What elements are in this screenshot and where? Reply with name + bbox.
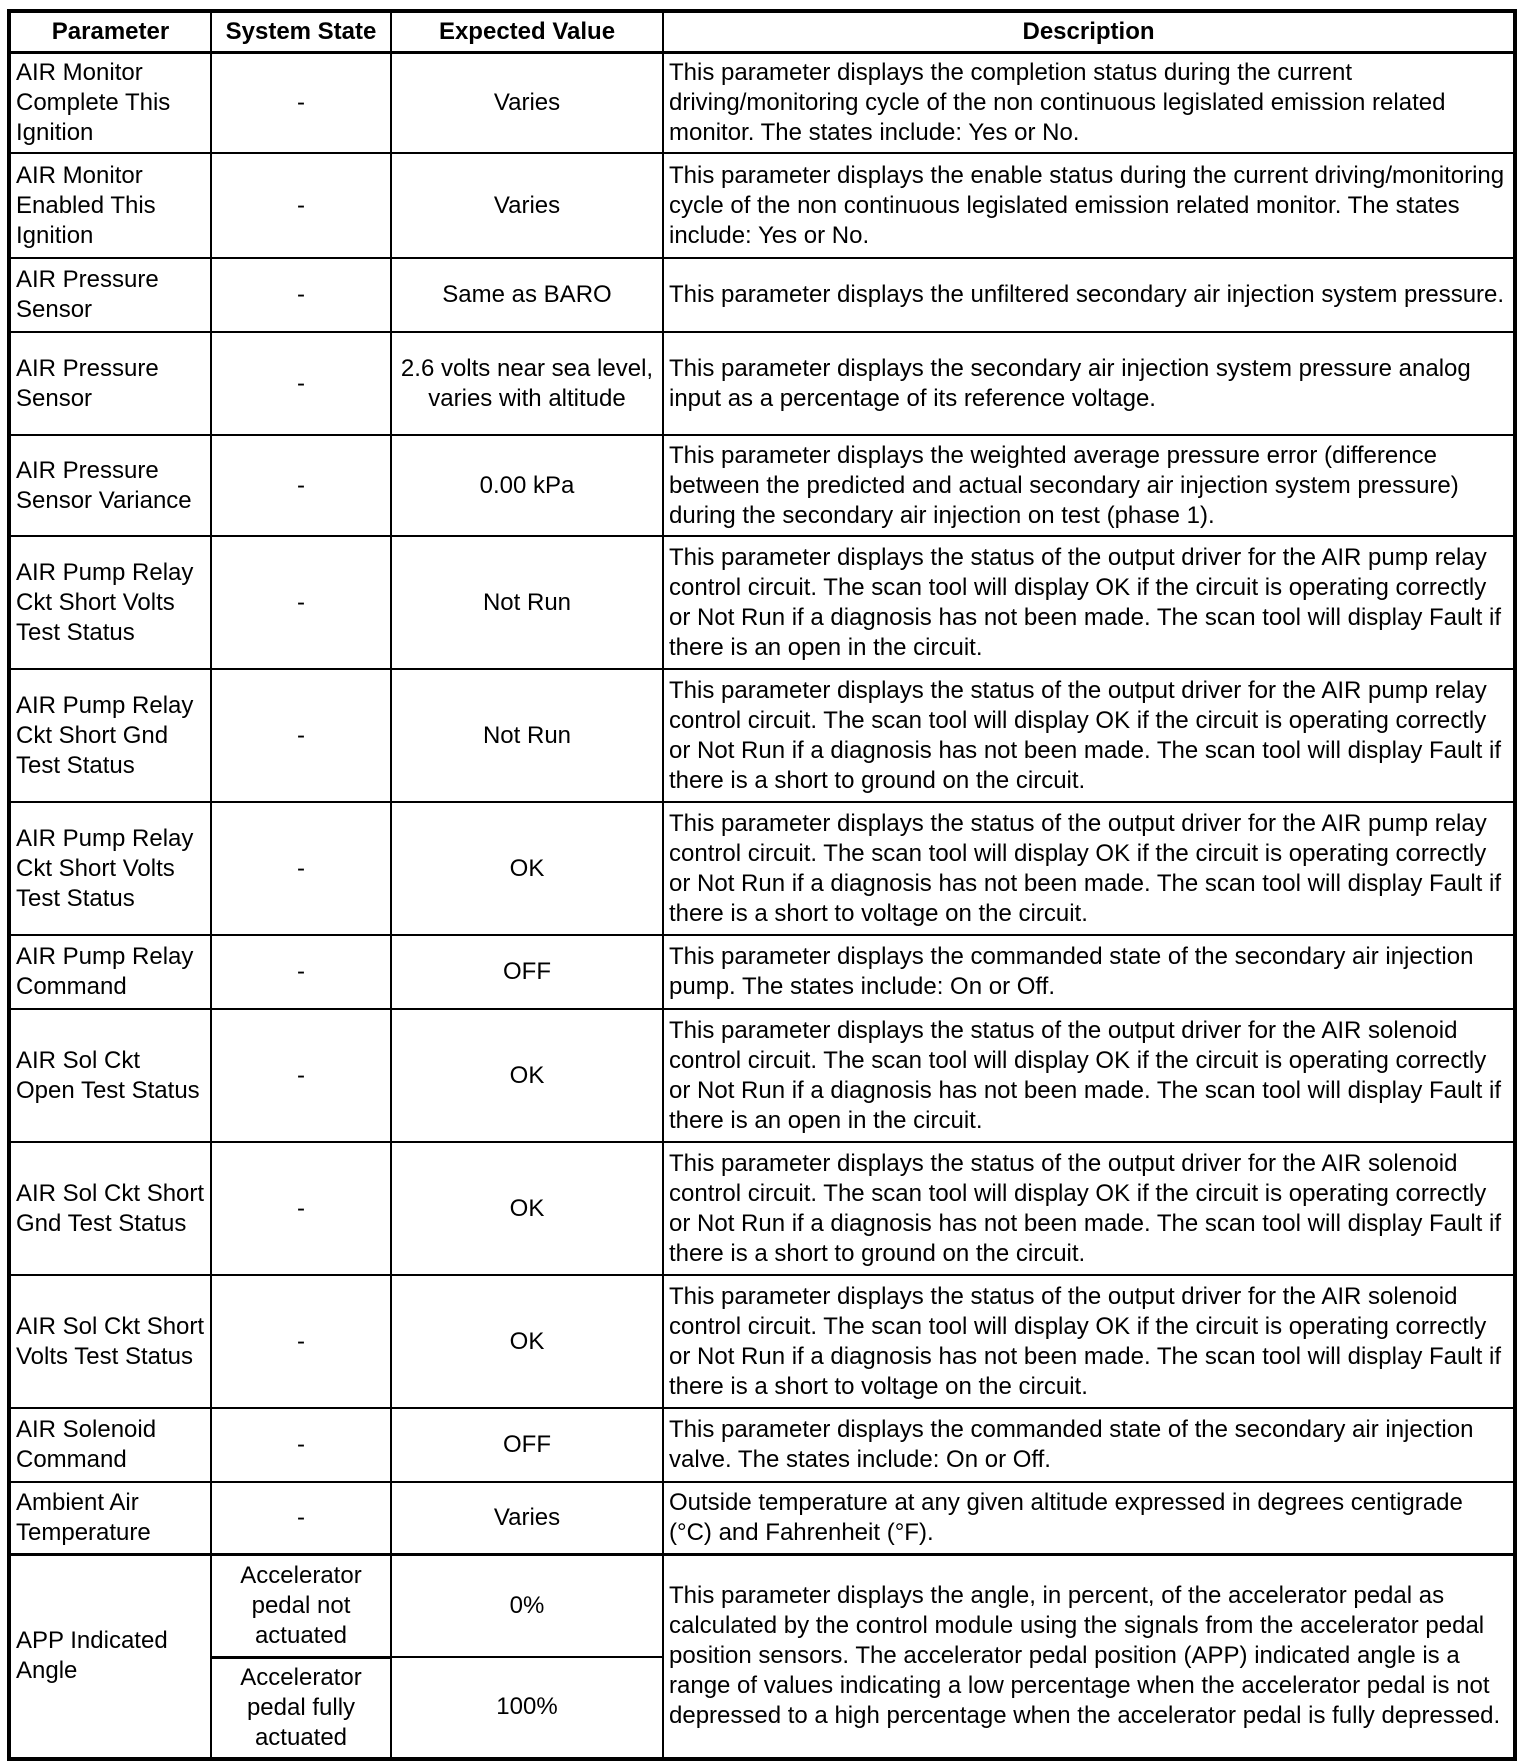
- description-cell: This parameter displays the completion status during the current driving/monitoring cycle of the non continuous legislated emission related monitor. The states include: Yes or No.: [663, 53, 1515, 154]
- table-row: [9, 435, 1515, 536]
- table-row: [9, 1009, 1515, 1142]
- system-state-cell: -: [211, 1142, 391, 1275]
- expected-value-cell: OFF: [391, 1408, 663, 1482]
- parameter-cell: AIR Pump Relay Ckt Short Volts Test Status: [9, 536, 211, 669]
- table-row: [9, 1275, 1515, 1408]
- expected-value-cell: 2.6 volts near sea level, varies with altitude: [391, 332, 663, 435]
- system-state-cell: -: [211, 332, 391, 435]
- expected-value-cell: 0.00 kPa: [391, 435, 663, 536]
- expected-value-cell: Same as BARO: [391, 258, 663, 332]
- parameter-cell: AIR Pressure Sensor: [9, 258, 211, 332]
- table-row: [9, 258, 1515, 332]
- parameter-cell: AIR Pressure Sensor Variance: [9, 435, 211, 536]
- expected-value-cell: Varies: [391, 53, 663, 154]
- parameter-cell: AIR Pressure Sensor: [9, 332, 211, 435]
- header-description: Description: [663, 11, 1515, 53]
- description-cell: This parameter displays the secondary air injection system pressure analog input as a percentage of its reference voltage.: [663, 332, 1515, 435]
- description-cell: This parameter displays the commanded state of the secondary air injection valve. The states include: On or Off.: [663, 1408, 1515, 1482]
- system-state-cell: Accelerator pedal not actuated: [211, 1554, 391, 1657]
- parameter-cell: AIR Pump Relay Command: [9, 935, 211, 1009]
- table-row: [9, 935, 1515, 1009]
- parameter-cell: AIR Monitor Enabled This Ignition: [9, 153, 211, 258]
- parameter-cell: AIR Sol Ckt Short Volts Test Status: [9, 1275, 211, 1408]
- system-state-cell: -: [211, 1482, 391, 1554]
- table-row: [9, 536, 1515, 669]
- expected-value-cell: OK: [391, 1009, 663, 1142]
- table-row: [9, 332, 1515, 435]
- parameter-cell: AIR Monitor Complete This Ignition: [9, 53, 211, 154]
- header-parameter: Parameter: [9, 11, 211, 53]
- description-cell: This parameter displays the status of the output driver for the AIR pump relay control circuit. The scan tool will display OK if the circuit is operating correctly or Not Run if a diagnosis has not been made. The scan tool will display Fault if there is a short to voltage on the circuit.: [663, 802, 1515, 935]
- expected-value-cell: OK: [391, 802, 663, 935]
- description-cell: This parameter displays the status of the output driver for the AIR pump relay control circuit. The scan tool will display OK if the circuit is operating correctly or Not Run if a diagnosis has not been made. The scan tool will display Fault if there is a short to ground on the circuit.: [663, 669, 1515, 802]
- expected-value-cell: Not Run: [391, 536, 663, 669]
- system-state-cell: -: [211, 435, 391, 536]
- description-cell: This parameter displays the angle, in percent, of the accelerator pedal as calculated by the control module using the signals from the accelerator pedal position sensors. The accelerator pedal position (APP) indicated angle is a range of values indicating a low percentage when the accelerator pedal is not depressed to a high percentage when the accelerator pedal is fully depressed.: [663, 1554, 1515, 1759]
- table-row: [9, 153, 1515, 258]
- table-row: [9, 53, 1515, 154]
- header-system-state: System State: [211, 11, 391, 53]
- expected-value-cell: Not Run: [391, 669, 663, 802]
- parameter-cell: Ambient Air Temperature: [9, 1482, 211, 1554]
- parameter-cell: AIR Solenoid Command: [9, 1408, 211, 1482]
- parameter-cell: APP Indicated Angle: [9, 1554, 211, 1759]
- system-state-cell: -: [211, 153, 391, 258]
- header-expected-value: Expected Value: [391, 11, 663, 53]
- system-state-cell: -: [211, 258, 391, 332]
- system-state-cell: -: [211, 1408, 391, 1482]
- description-cell: This parameter displays the status of the output driver for the AIR solenoid control circuit. The scan tool will display OK if the circuit is operating correctly or Not Run if a diagnosis has not been made. The scan tool will display Fault if there is an open in the circuit.: [663, 1009, 1515, 1142]
- description-cell: This parameter displays the unfiltered secondary air injection system pressure.: [663, 258, 1515, 332]
- description-cell: This parameter displays the commanded state of the secondary air injection pump. The states include: On or Off.: [663, 935, 1515, 1009]
- expected-value-cell: OFF: [391, 935, 663, 1009]
- expected-value-cell: 100%: [391, 1657, 663, 1759]
- system-state-cell: -: [211, 1275, 391, 1408]
- table-row-app-not-actuated: [9, 1554, 1515, 1657]
- system-state-cell: -: [211, 1009, 391, 1142]
- expected-value-cell: Varies: [391, 1482, 663, 1554]
- document-page: [7, 9, 1513, 1761]
- description-cell: This parameter displays the weighted average pressure error (difference between the predicted and actual secondary air injection system pressure) during the secondary air injection on test (phase 1).: [663, 435, 1515, 536]
- description-cell: This parameter displays the status of the output driver for the AIR solenoid control circuit. The scan tool will display OK if the circuit is operating correctly or Not Run if a diagnosis has not been made. The scan tool will display Fault if there is a short to voltage on the circuit.: [663, 1275, 1515, 1408]
- expected-value-cell: 0%: [391, 1554, 663, 1657]
- table-row: [9, 1482, 1515, 1554]
- description-cell: Outside temperature at any given altitude expressed in degrees centigrade (°C) and Fahrenheit (°F).: [663, 1482, 1515, 1554]
- parameter-cell: AIR Pump Relay Ckt Short Gnd Test Status: [9, 669, 211, 802]
- system-state-cell: Accelerator pedal fully actuated: [211, 1657, 391, 1759]
- parameter-cell: AIR Sol Ckt Open Test Status: [9, 1009, 211, 1142]
- system-state-cell: -: [211, 669, 391, 802]
- description-cell: This parameter displays the enable status during the current driving/monitoring cycle of the non continuous legislated emission related monitor. The states include: Yes or No.: [663, 153, 1515, 258]
- table-header-row: [9, 11, 1515, 53]
- system-state-cell: -: [211, 935, 391, 1009]
- description-cell: This parameter displays the status of the output driver for the AIR solenoid control circuit. The scan tool will display OK if the circuit is operating correctly or Not Run if a diagnosis has not been made. The scan tool will display Fault if there is a short to ground on the circuit.: [663, 1142, 1515, 1275]
- table-row: [9, 1142, 1515, 1275]
- parameter-cell: AIR Sol Ckt Short Gnd Test Status: [9, 1142, 211, 1275]
- expected-value-cell: Varies: [391, 153, 663, 258]
- description-cell: This parameter displays the status of the output driver for the AIR pump relay control circuit. The scan tool will display OK if the circuit is operating correctly or Not Run if a diagnosis has not been made. The scan tool will display Fault if there is an open in the circuit.: [663, 536, 1515, 669]
- system-state-cell: -: [211, 536, 391, 669]
- parameter-cell: AIR Pump Relay Ckt Short Volts Test Status: [9, 802, 211, 935]
- system-state-cell: -: [211, 53, 391, 154]
- table-row: [9, 802, 1515, 935]
- expected-value-cell: OK: [391, 1142, 663, 1275]
- expected-value-cell: OK: [391, 1275, 663, 1408]
- parameter-table: [7, 9, 1517, 1761]
- table-row: [9, 669, 1515, 802]
- system-state-cell: -: [211, 802, 391, 935]
- table-row: [9, 1408, 1515, 1482]
